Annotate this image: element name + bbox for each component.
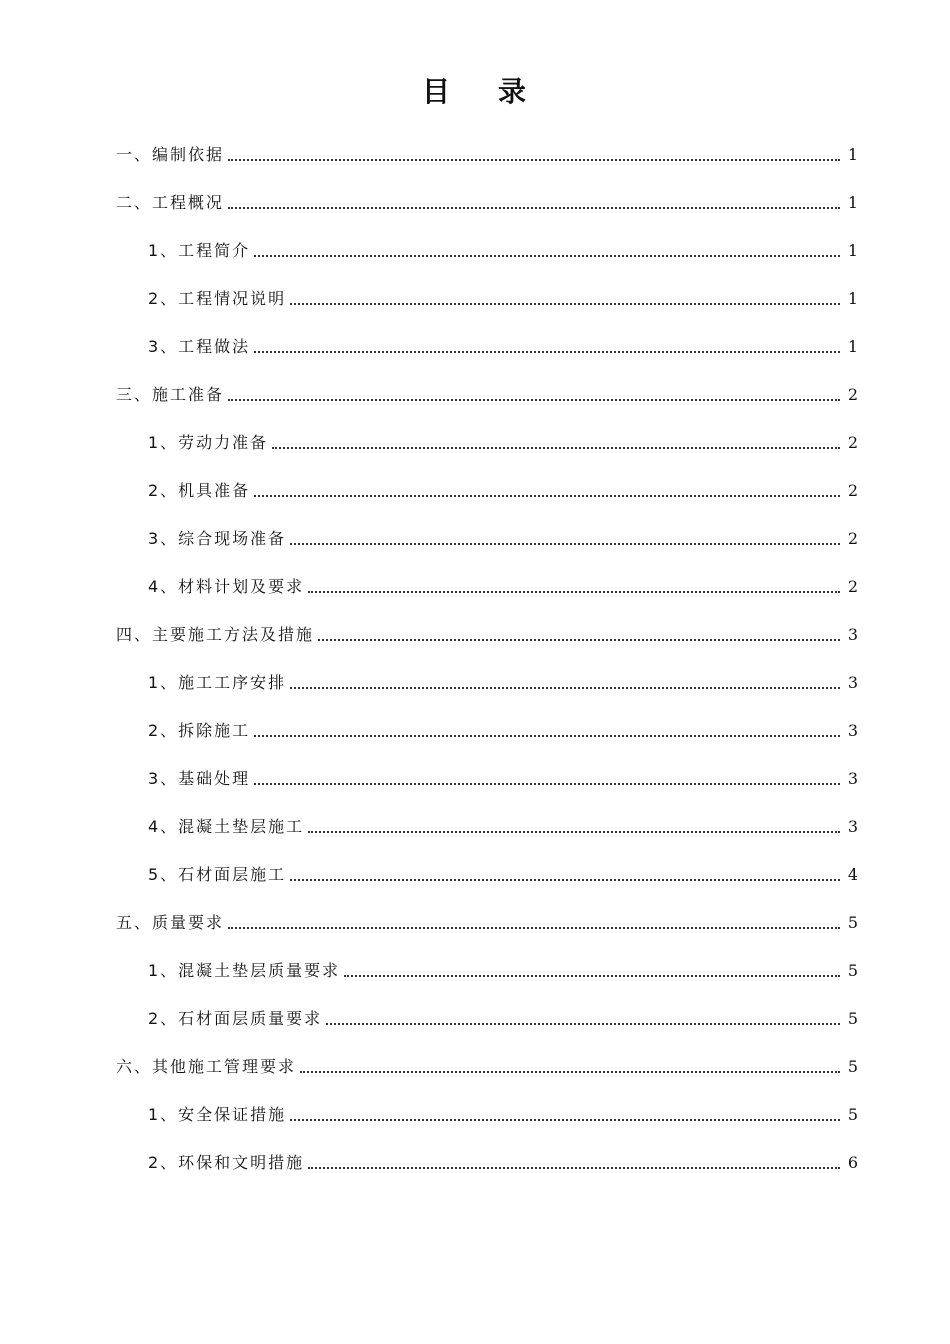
dot-leader — [308, 1167, 840, 1169]
toc-entry-label[interactable]: 五、质量要求 — [116, 913, 225, 932]
toc-entry[interactable] — [0, 899, 950, 947]
toc-entry-label[interactable]: 3、工程做法 — [148, 337, 251, 356]
toc-page-number[interactable]: 1 — [847, 145, 858, 164]
toc-entry-label[interactable]: 一、编制依据 — [116, 145, 225, 164]
toc-entry-label[interactable]: 六、其他施工管理要求 — [116, 1057, 297, 1076]
toc-page-number[interactable]: 1 — [847, 337, 858, 356]
toc-entry[interactable] — [0, 227, 950, 275]
toc-entry[interactable] — [0, 707, 950, 755]
toc-entry-label[interactable]: 二、工程概况 — [116, 193, 225, 212]
toc-entry-label[interactable]: 四、主要施工方法及措施 — [116, 625, 315, 644]
dot-leader — [308, 591, 840, 593]
toc-entry-label[interactable]: 三、施工准备 — [116, 385, 225, 404]
toc-entry[interactable] — [0, 659, 950, 707]
dot-leader — [290, 303, 840, 305]
toc-page-number[interactable]: 2 — [847, 529, 858, 548]
dot-leader — [254, 495, 840, 497]
dot-leader — [290, 543, 840, 545]
toc-page-number[interactable]: 2 — [847, 433, 858, 452]
toc-page-number[interactable]: 2 — [847, 481, 858, 500]
toc-page-number[interactable]: 1 — [847, 289, 858, 308]
dot-leader — [326, 1023, 840, 1025]
toc-page-number[interactable]: 2 — [847, 385, 858, 404]
toc-page-number[interactable]: 3 — [847, 673, 858, 692]
toc-entry[interactable] — [0, 515, 950, 563]
dot-leader — [300, 1071, 840, 1073]
toc-entry-label[interactable]: 2、机具准备 — [148, 481, 251, 500]
dot-leader — [228, 207, 840, 209]
toc-page-number[interactable]: 1 — [847, 193, 858, 212]
toc-page-number[interactable]: 3 — [847, 625, 858, 644]
toc-entry[interactable] — [0, 323, 950, 371]
toc-entry-label[interactable]: 1、安全保证措施 — [148, 1105, 287, 1124]
dot-leader — [228, 159, 840, 161]
dot-leader — [344, 975, 840, 977]
toc-page-number[interactable]: 5 — [847, 1009, 858, 1028]
toc-entry[interactable] — [0, 275, 950, 323]
toc-entry[interactable] — [0, 803, 950, 851]
dot-leader — [308, 831, 840, 833]
toc-entry[interactable] — [0, 179, 950, 227]
dot-leader — [254, 783, 840, 785]
toc-entry-label[interactable]: 2、环保和文明措施 — [148, 1153, 305, 1172]
dot-leader — [290, 1119, 840, 1121]
toc-page-number[interactable]: 3 — [847, 817, 858, 836]
dot-leader — [254, 735, 840, 737]
toc-entry-label[interactable]: 2、拆除施工 — [148, 721, 251, 740]
dot-leader — [228, 399, 840, 401]
toc-entry-label[interactable]: 4、混凝土垫层施工 — [148, 817, 305, 836]
dot-leader — [290, 879, 840, 881]
toc-page-number[interactable]: 6 — [847, 1153, 858, 1172]
toc-title-char: 录 — [498, 75, 529, 108]
toc-page-number[interactable]: 3 — [847, 721, 858, 740]
toc-entry-label[interactable]: 1、混凝土垫层质量要求 — [148, 961, 341, 980]
toc-entry-label[interactable]: 2、工程情况说明 — [148, 289, 287, 308]
toc-entry-label[interactable]: 1、劳动力准备 — [148, 433, 269, 452]
toc-entry[interactable] — [0, 467, 950, 515]
toc-entry[interactable] — [0, 1091, 950, 1139]
toc-entry[interactable] — [0, 947, 950, 995]
toc-entry[interactable] — [0, 1139, 950, 1187]
toc-entry-label[interactable]: 1、施工工序安排 — [148, 673, 287, 692]
toc-entry[interactable] — [0, 995, 950, 1043]
toc-entry[interactable] — [0, 611, 950, 659]
toc-entry-label[interactable]: 1、工程简介 — [148, 241, 251, 260]
toc-page-number[interactable]: 4 — [847, 865, 858, 884]
toc-entry[interactable] — [0, 755, 950, 803]
toc-entry[interactable] — [0, 563, 950, 611]
toc-entry[interactable] — [0, 1043, 950, 1091]
toc-page-number[interactable]: 5 — [847, 913, 858, 932]
dot-leader — [228, 927, 840, 929]
dot-leader — [254, 351, 840, 353]
dot-leader — [318, 639, 840, 641]
toc-page-number[interactable]: 5 — [847, 1105, 858, 1124]
toc-page-number[interactable]: 3 — [847, 769, 858, 788]
toc-title — [0, 70, 950, 110]
toc-page-number[interactable]: 5 — [847, 1057, 858, 1076]
toc-entry-label[interactable]: 2、石材面层质量要求 — [148, 1009, 323, 1028]
toc-entry-label[interactable]: 3、基础处理 — [148, 769, 251, 788]
toc-page-number[interactable]: 5 — [847, 961, 858, 980]
dot-leader — [290, 687, 840, 689]
toc-list — [0, 131, 950, 1187]
toc-entry[interactable] — [0, 371, 950, 419]
toc-entry[interactable] — [0, 419, 950, 467]
toc-page-number[interactable]: 2 — [847, 577, 858, 596]
toc-page-number[interactable]: 1 — [847, 241, 858, 260]
toc-entry[interactable] — [0, 131, 950, 179]
dot-leader — [254, 255, 840, 257]
toc-title-char: 目 — [421, 75, 452, 108]
toc-entry-label[interactable]: 3、综合现场准备 — [148, 529, 287, 548]
dot-leader — [272, 447, 840, 449]
toc-entry-label[interactable]: 5、石材面层施工 — [148, 865, 287, 884]
toc-entry-label[interactable]: 4、材料计划及要求 — [148, 577, 305, 596]
toc-entry[interactable] — [0, 851, 950, 899]
